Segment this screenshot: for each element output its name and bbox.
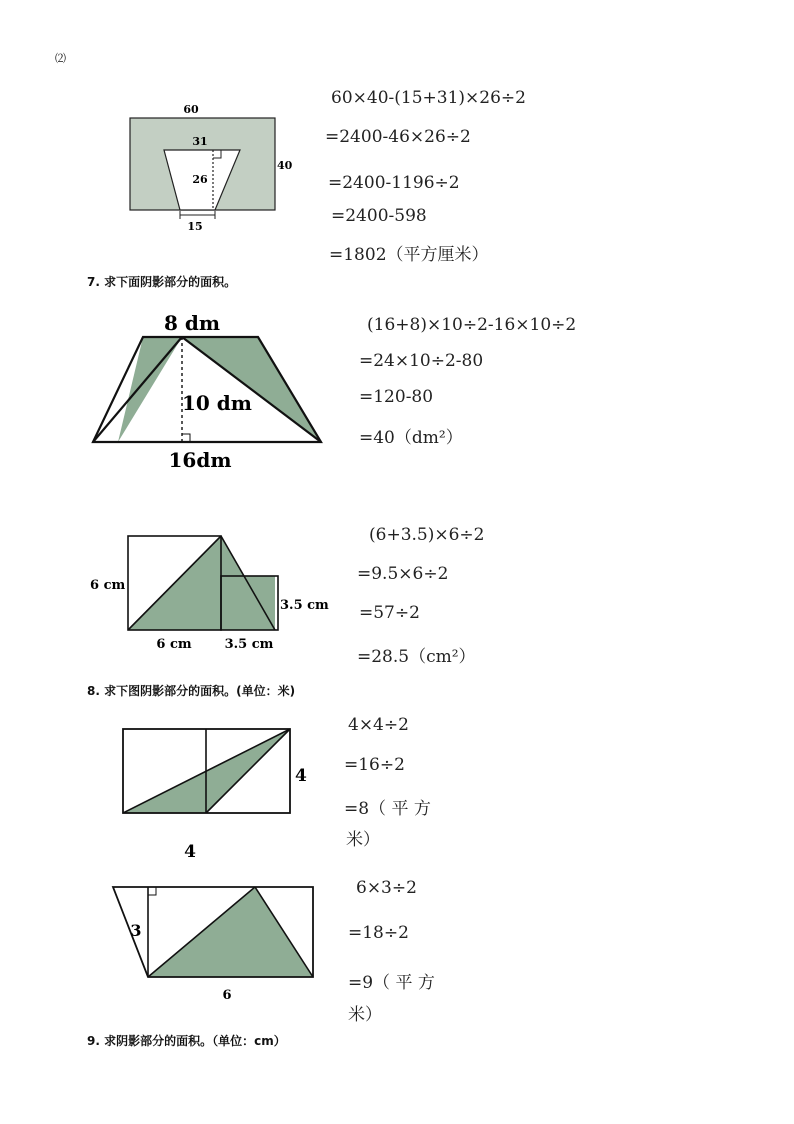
label-15: 15 bbox=[187, 220, 203, 233]
p2-step-5: =1802（平方厘米） bbox=[329, 245, 489, 265]
q7-a-step-1: (16+8)×10÷2-16×10÷2 bbox=[367, 315, 577, 335]
q7-a-step-4: =40（dm²） bbox=[359, 428, 463, 448]
q7-b-step-2: =9.5×6÷2 bbox=[357, 564, 449, 584]
question-7-title: 7. 求下面阴影部分的面积。 bbox=[87, 275, 237, 289]
q8-b-step-4: 米） bbox=[348, 1005, 382, 1025]
q7-a-step-3: =120-80 bbox=[359, 387, 434, 407]
label-height-3: 3 bbox=[130, 921, 142, 940]
label-bottom-4: 4 bbox=[184, 842, 196, 862]
q8-b-step-1: 6×3÷2 bbox=[356, 878, 417, 898]
figure-trapezoid-triangle bbox=[88, 305, 328, 475]
label-16dm: 16dm bbox=[168, 448, 232, 472]
q8-a-step-4: 米） bbox=[346, 830, 380, 850]
p2-step-4: =2400-598 bbox=[331, 206, 427, 226]
p2-step-2: =2400-46×26÷2 bbox=[325, 127, 471, 147]
label-8dm: 8 dm bbox=[163, 311, 221, 335]
label-bottom-3-5cm: 3.5 cm bbox=[224, 637, 274, 652]
figure-parallelogram bbox=[110, 880, 330, 1010]
p2-step-1: 60×40-(15+31)×26÷2 bbox=[331, 88, 526, 108]
question-9-title: 9. 求阴影部分的面积。（单位：cm） bbox=[87, 1034, 286, 1048]
q7-b-step-1: (6+3.5)×6÷2 bbox=[369, 525, 485, 545]
figure-square-rectangle bbox=[88, 530, 338, 660]
figure-rect-trapezoid bbox=[120, 100, 300, 240]
figure-two-squares bbox=[120, 725, 320, 865]
label-bottom-6: 6 bbox=[222, 988, 232, 1003]
part-marker: ⑵ bbox=[55, 52, 66, 65]
q8-a-step-3: =8（ 平 方 bbox=[344, 799, 431, 819]
question-8-title: 8. 求下图阴影部分的面积。(单位：米) bbox=[87, 684, 296, 698]
label-26: 26 bbox=[192, 173, 208, 186]
p2-step-3: =2400-1196÷2 bbox=[328, 173, 460, 193]
label-31: 31 bbox=[192, 135, 208, 148]
q8-a-step-2: =16÷2 bbox=[344, 755, 405, 775]
q7-b-step-3: =57÷2 bbox=[359, 603, 420, 623]
label-right-4: 4 bbox=[295, 766, 307, 786]
label-right-3-5cm: 3.5 cm bbox=[280, 598, 329, 613]
q8-b-step-2: =18÷2 bbox=[348, 923, 409, 943]
q8-a-step-1: 4×4÷2 bbox=[348, 715, 409, 735]
label-40: 40 bbox=[277, 159, 293, 172]
label-10dm: 10 dm bbox=[182, 391, 252, 415]
label-60: 60 bbox=[183, 103, 199, 116]
label-left-6cm: 6 cm bbox=[90, 578, 126, 593]
q7-a-step-2: =24×10÷2-80 bbox=[359, 351, 484, 371]
q8-b-step-3: =9（ 平 方 bbox=[348, 973, 435, 993]
label-bottom-6cm: 6 cm bbox=[156, 637, 192, 652]
q7-b-step-4: =28.5（cm²） bbox=[357, 647, 476, 667]
